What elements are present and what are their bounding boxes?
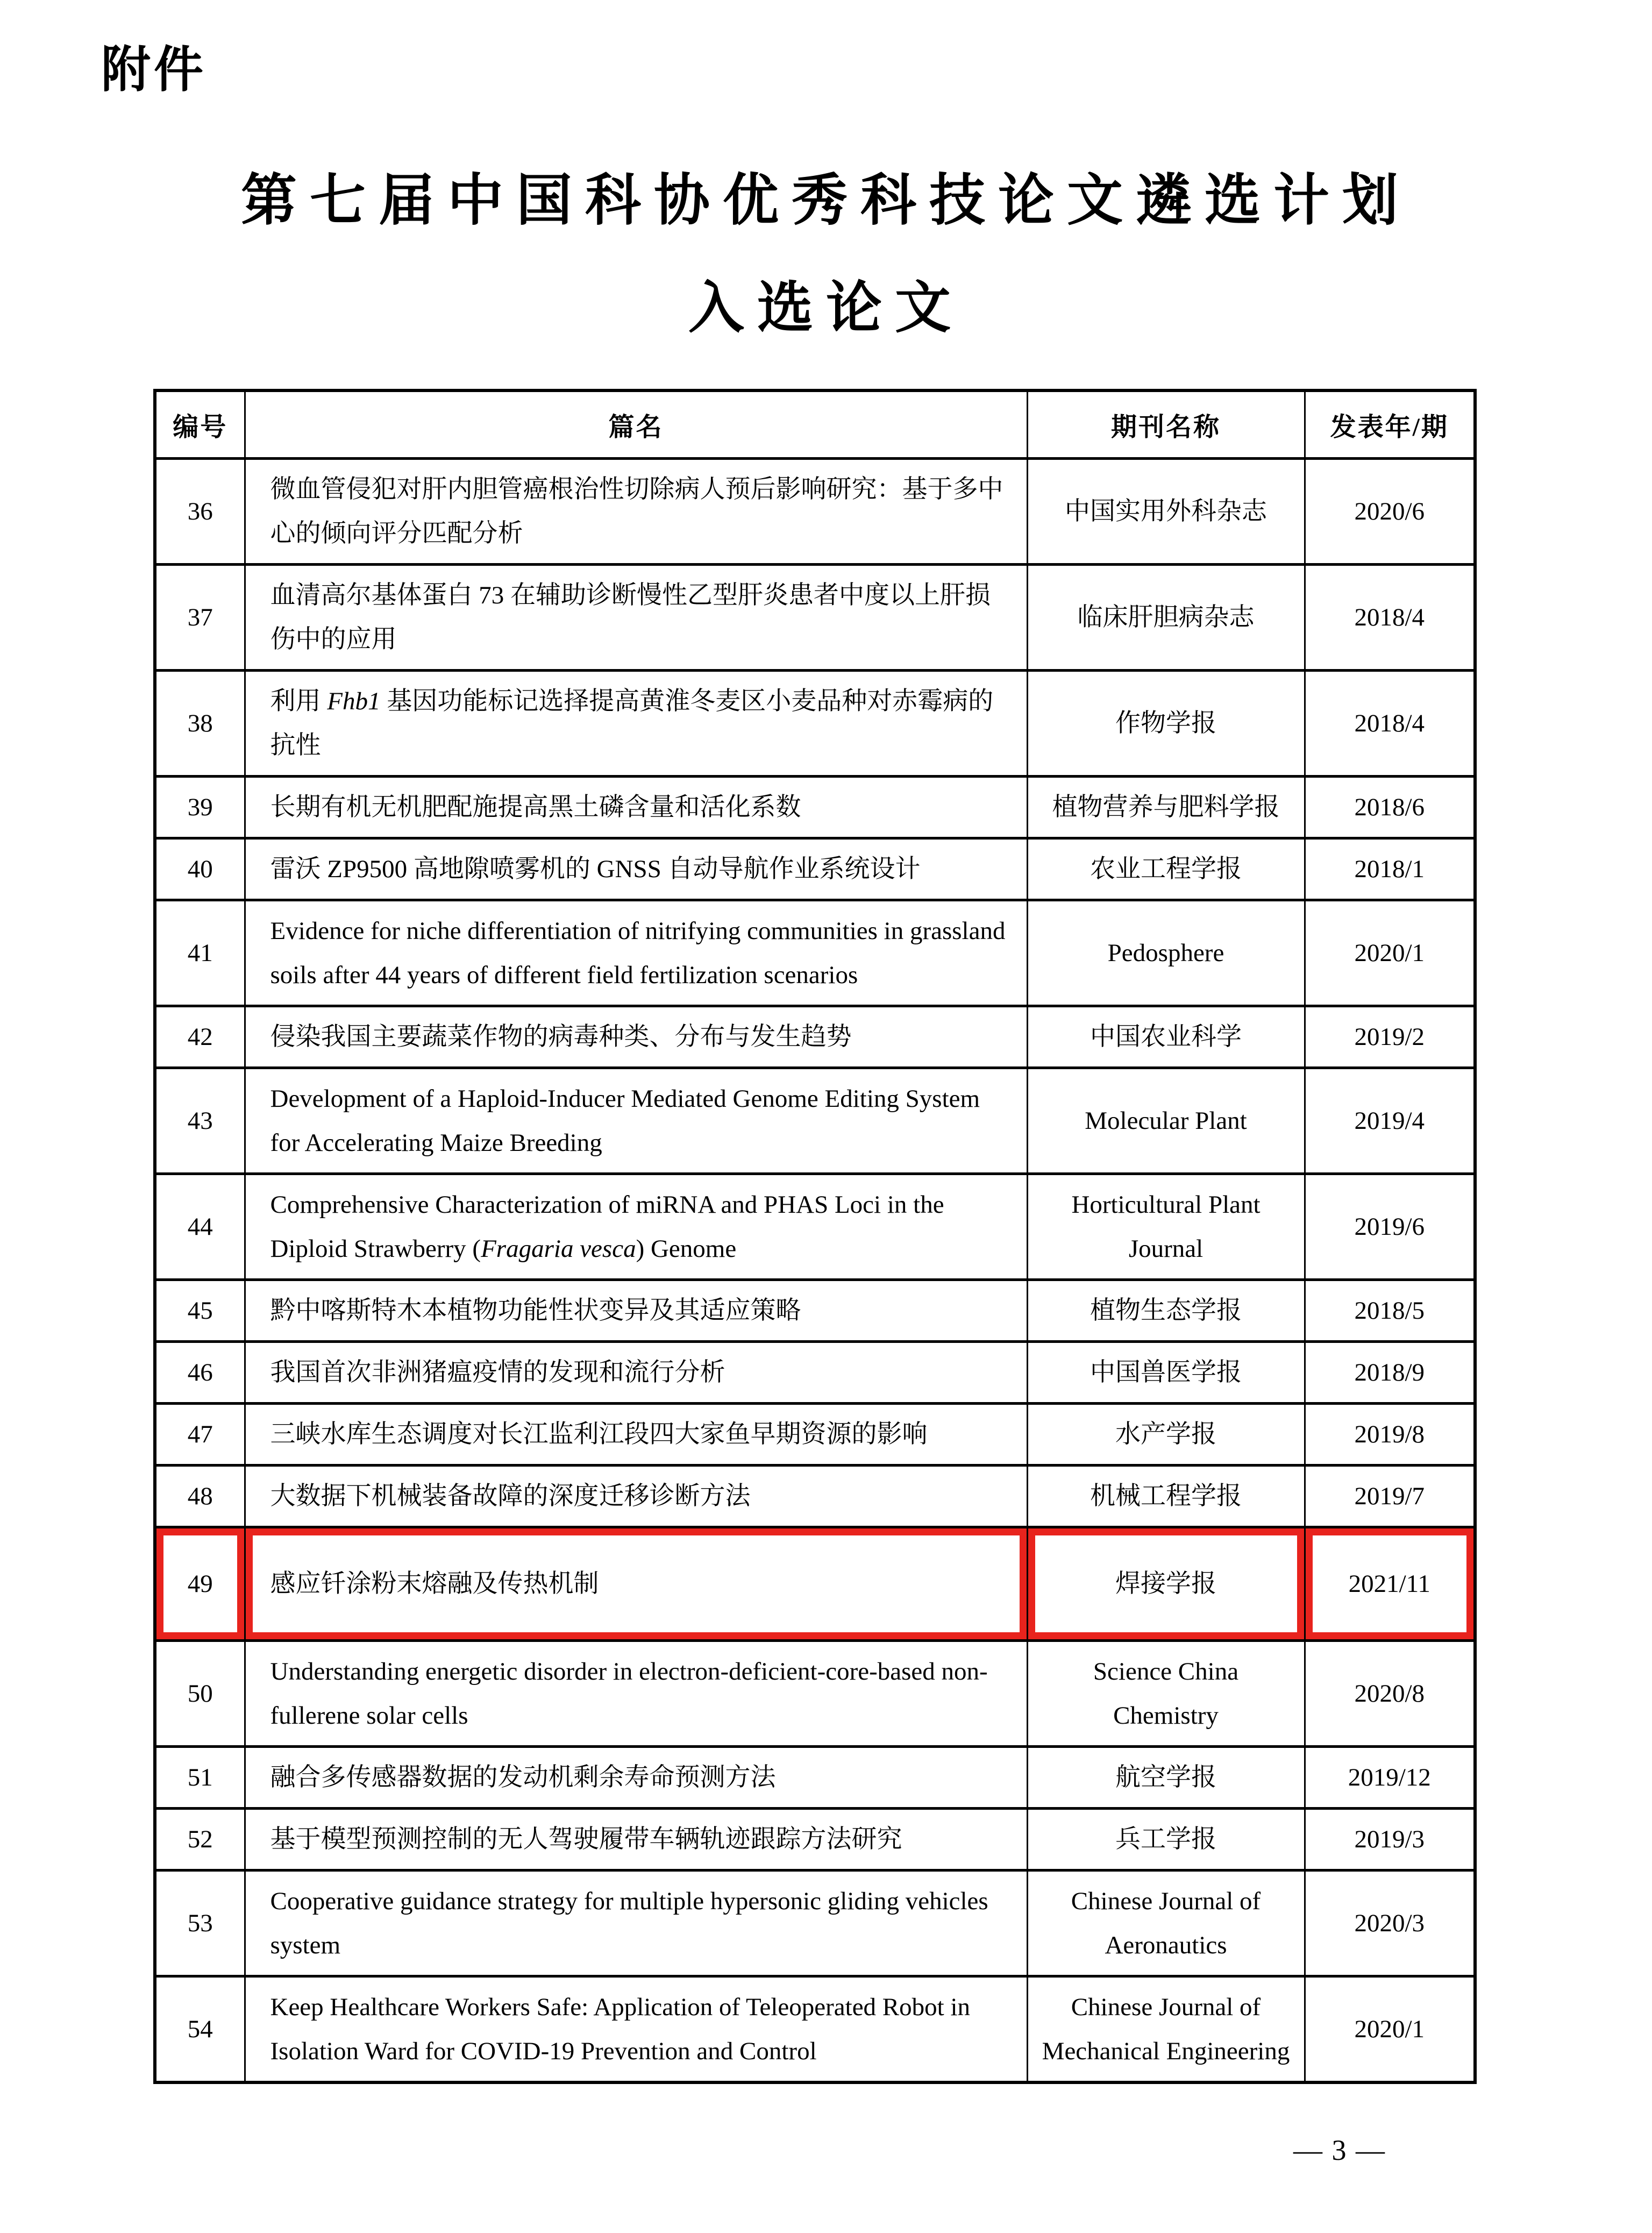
table-row <box>155 838 1475 900</box>
attachment-label: 附件 <box>101 42 207 97</box>
journal-cell: Science China Chemistry <box>1027 1641 1305 1747</box>
year-cell: 2018/4 <box>1305 565 1475 671</box>
paper-title-cell: 利用 Fhb1 基因功能标记选择提高黄淮冬麦区小麦品种对赤霉病的抗性 <box>245 671 1027 777</box>
table-row <box>155 1747 1475 1809</box>
year-cell: 2020/3 <box>1305 1871 1475 1976</box>
journal-cell: Pedosphere <box>1027 900 1305 1006</box>
papers-table <box>153 389 1477 2084</box>
paper-title-cell: 黔中喀斯特木本植物功能性状变异及其适应策略 <box>245 1280 1027 1342</box>
journal-cell: 水产学报 <box>1027 1404 1305 1466</box>
row-number-cell: 41 <box>155 900 245 1006</box>
table-row <box>155 1976 1475 2083</box>
year-cell: 2019/4 <box>1305 1068 1475 1174</box>
page-title-line1: 第七届中国科协优秀科技论文遴选计划 <box>240 170 1411 232</box>
paper-title-cell: Keep Healthcare Workers Safe: Application of Teleoperated Robot in Isolation Ward for COVID-19 Prevention and Control <box>245 1976 1027 2083</box>
paper-title-cell: Development of a Haploid-Inducer Mediated Genome Editing System for Accelerating Maize Breeding <box>245 1068 1027 1174</box>
table-row <box>155 900 1475 1006</box>
table-row <box>155 1809 1475 1871</box>
header-cell-title: 篇名 <box>245 390 1027 459</box>
row-number-cell: 46 <box>155 1342 245 1404</box>
year-cell: 2019/7 <box>1305 1466 1475 1527</box>
paper-title-cell: Comprehensive Characterization of miRNA and PHAS Loci in the Diploid Strawberry (Fragaria vesca) Genome <box>245 1174 1027 1280</box>
table-row <box>155 565 1475 671</box>
row-number-cell: 52 <box>155 1809 245 1871</box>
journal-cell: 兵工学报 <box>1027 1809 1305 1871</box>
page-title-line2: 入选论文 <box>688 278 964 339</box>
table-row <box>155 1527 1475 1641</box>
row-number-cell: 40 <box>155 838 245 900</box>
year-cell: 2018/5 <box>1305 1280 1475 1342</box>
row-number-cell: 45 <box>155 1280 245 1342</box>
paper-title-cell: 基于模型预测控制的无人驾驶履带车辆轨迹跟踪方法研究 <box>245 1809 1027 1871</box>
table-row <box>155 671 1475 777</box>
row-number-cell: 38 <box>155 671 245 777</box>
journal-cell: 中国实用外科杂志 <box>1027 459 1305 565</box>
journal-cell: Molecular Plant <box>1027 1068 1305 1174</box>
journal-cell: Chinese Journal of Aeronautics <box>1027 1871 1305 1976</box>
journal-cell: 中国兽医学报 <box>1027 1342 1305 1404</box>
journal-cell: 植物生态学报 <box>1027 1280 1305 1342</box>
row-number-cell: 44 <box>155 1174 245 1280</box>
table-row <box>155 459 1475 565</box>
paper-title-cell: Evidence for niche differentiation of nitrifying communities in grassland soils after 44 years of different field fertilization scenarios <box>245 900 1027 1006</box>
journal-cell: 中国农业科学 <box>1027 1006 1305 1068</box>
paper-title-cell: 感应钎涂粉末熔融及传热机制 <box>245 1527 1027 1641</box>
journal-cell: 焊接学报 <box>1027 1527 1305 1641</box>
year-cell: 2019/2 <box>1305 1006 1475 1068</box>
year-cell: 2018/9 <box>1305 1342 1475 1404</box>
year-cell: 2019/6 <box>1305 1174 1475 1280</box>
journal-cell: 农业工程学报 <box>1027 838 1305 900</box>
header-cell-journal: 期刊名称 <box>1027 390 1305 459</box>
table-row <box>155 1174 1475 1280</box>
journal-cell: 植物营养与肥料学报 <box>1027 777 1305 838</box>
row-number-cell: 51 <box>155 1747 245 1809</box>
paper-title-cell: 雷沃 ZP9500 高地隙喷雾机的 GNSS 自动导航作业系统设计 <box>245 838 1027 900</box>
row-number-cell: 47 <box>155 1404 245 1466</box>
journal-cell: 临床肝胆病杂志 <box>1027 565 1305 671</box>
paper-title-cell: 长期有机无机肥配施提高黑土磷含量和活化系数 <box>245 777 1027 838</box>
row-number-cell: 37 <box>155 565 245 671</box>
year-cell: 2020/1 <box>1305 900 1475 1006</box>
page-number: — 3 — <box>1293 2134 1386 2166</box>
row-number-cell: 53 <box>155 1871 245 1976</box>
row-number-cell: 48 <box>155 1466 245 1527</box>
row-number-cell: 42 <box>155 1006 245 1068</box>
paper-title-cell: 三峡水库生态调度对长江监利江段四大家鱼早期资源的影响 <box>245 1404 1027 1466</box>
table-row <box>155 1342 1475 1404</box>
paper-title-cell: 大数据下机械装备故障的深度迁移诊断方法 <box>245 1466 1027 1527</box>
year-cell: 2019/8 <box>1305 1404 1475 1466</box>
paper-title-cell: 融合多传感器数据的发动机剩余寿命预测方法 <box>245 1747 1027 1809</box>
row-number-cell: 54 <box>155 1976 245 2083</box>
year-cell: 2020/1 <box>1305 1976 1475 2083</box>
journal-cell: Horticultural Plant Journal <box>1027 1174 1305 1280</box>
table-header-row <box>155 390 1475 459</box>
table-row <box>155 1466 1475 1527</box>
header-cell-number: 编号 <box>155 390 245 459</box>
page-title <box>0 155 1652 343</box>
journal-cell: 机械工程学报 <box>1027 1466 1305 1527</box>
row-number-cell: 43 <box>155 1068 245 1174</box>
year-cell: 2020/8 <box>1305 1641 1475 1747</box>
year-cell: 2018/6 <box>1305 777 1475 838</box>
journal-cell: Chinese Journal of Mechanical Engineering <box>1027 1976 1305 2083</box>
paper-title-cell: 血清高尔基体蛋白 73 在辅助诊断慢性乙型肝炎患者中度以上肝损伤中的应用 <box>245 565 1027 671</box>
table-row <box>155 1068 1475 1174</box>
year-cell: 2021/11 <box>1305 1527 1475 1641</box>
table-row <box>155 1280 1475 1342</box>
row-number-cell: 50 <box>155 1641 245 1747</box>
year-cell: 2018/4 <box>1305 671 1475 777</box>
table-row <box>155 1871 1475 1976</box>
paper-title-cell: 侵染我国主要蔬菜作物的病毒种类、分布与发生趋势 <box>245 1006 1027 1068</box>
journal-cell: 航空学报 <box>1027 1747 1305 1809</box>
year-cell: 2019/12 <box>1305 1747 1475 1809</box>
table-row <box>155 1006 1475 1068</box>
table-row <box>155 777 1475 838</box>
paper-title-cell: 微血管侵犯对肝内胆管癌根治性切除病人预后影响研究：基于多中心的倾向评分匹配分析 <box>245 459 1027 565</box>
journal-cell: 作物学报 <box>1027 671 1305 777</box>
table-row <box>155 1404 1475 1466</box>
row-number-cell: 49 <box>155 1527 245 1641</box>
paper-title-cell: Understanding energetic disorder in electron-deficient-core-based non-fullerene solar cells <box>245 1641 1027 1747</box>
paper-title-cell: 我国首次非洲猪瘟疫情的发现和流行分析 <box>245 1342 1027 1404</box>
year-cell: 2018/1 <box>1305 838 1475 900</box>
paper-table-body <box>155 459 1475 2083</box>
table-row <box>155 1641 1475 1747</box>
row-number-cell: 36 <box>155 459 245 565</box>
row-number-cell: 39 <box>155 777 245 838</box>
year-cell: 2020/6 <box>1305 459 1475 565</box>
year-cell: 2019/3 <box>1305 1809 1475 1871</box>
paper-title-cell: Cooperative guidance strategy for multiple hypersonic gliding vehicles system <box>245 1871 1027 1976</box>
header-cell-year: 发表年/期 <box>1305 390 1475 459</box>
